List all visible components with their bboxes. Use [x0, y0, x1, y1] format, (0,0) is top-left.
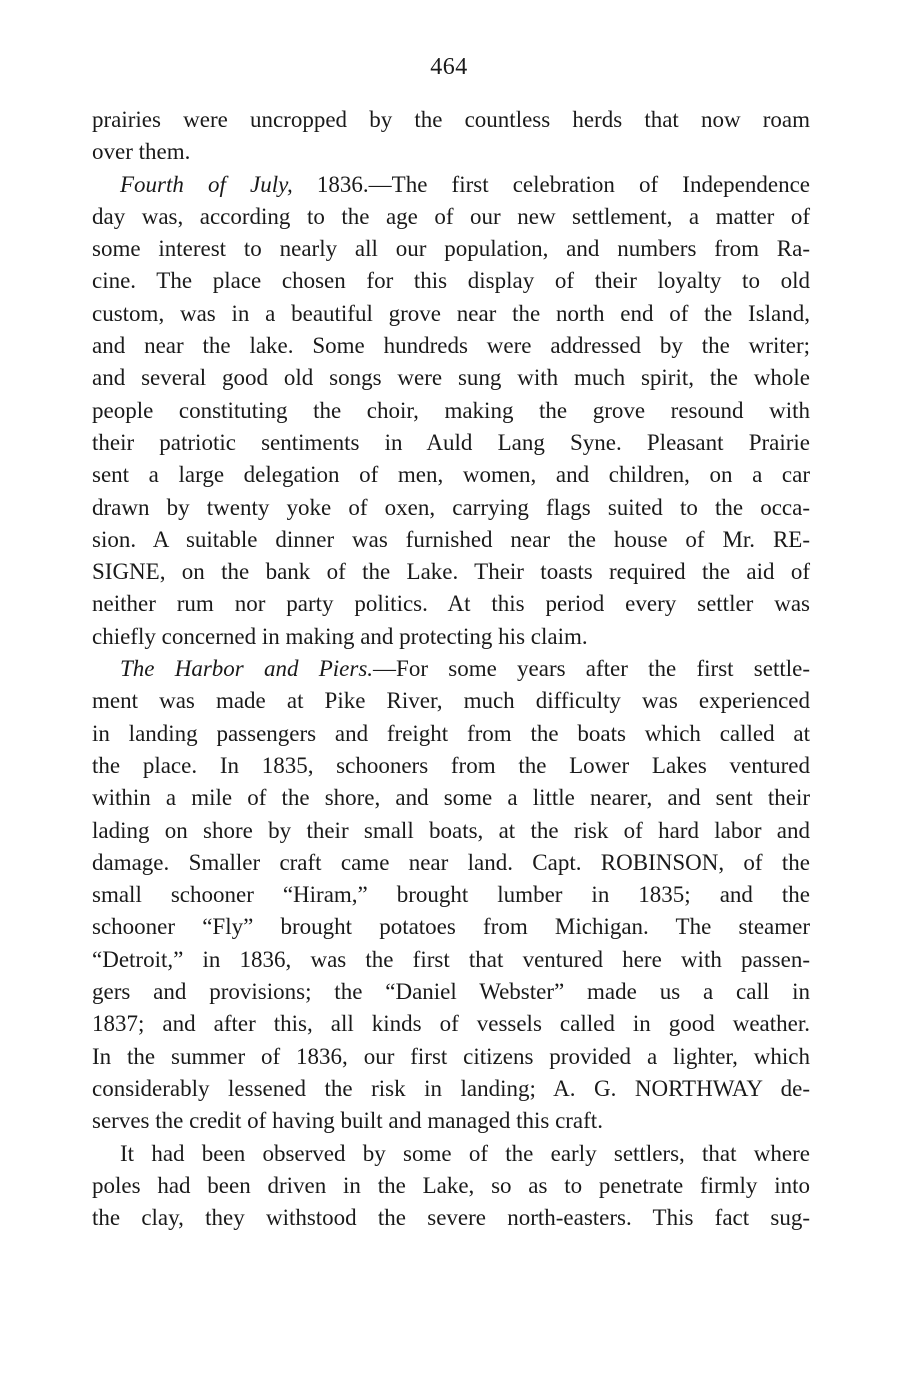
text-line: ment was made at Pike River, much difficulty was experienced: [92, 688, 810, 714]
text-line: poles had been driven in the Lake, so as to penetrate firmly into: [92, 1172, 810, 1198]
paragraph-prairies: [92, 104, 810, 169]
text-line: their patriotic sentiments in Auld Lang Syne. Pleasant Prairie: [92, 429, 810, 455]
text-line: damage. Smaller craft came near land. Capt. ROBINSON, of the: [92, 849, 810, 875]
text-line: and near the lake. Some hundreds were addressed by the writer;: [92, 333, 810, 359]
paragraph-fourth-of-july: [92, 169, 810, 653]
text-line: over them.: [92, 139, 191, 165]
text-line: It had been observed by some of the early settlers, that where: [120, 1140, 810, 1166]
text-line: cine. The place chosen for this display of their loyalty to old: [92, 268, 810, 294]
text-line: [92, 169, 810, 201]
text-line: custom, was in a beautiful grove near the north end of the Island,: [92, 300, 810, 326]
text-line: in landing passengers and freight from the boats which called at: [92, 720, 810, 746]
text-line: some interest to nearly all our population, and numbers from Ra-: [92, 236, 810, 262]
text-line: small schooner “Hiram,” brought lumber in 1835; and the: [92, 882, 810, 908]
text-line: In the summer of 1836, our first citizens provided a lighter, which: [92, 1043, 810, 1069]
text-line: neither rum nor party politics. At this period every settler was: [92, 591, 810, 617]
text-line: drawn by twenty yoke of oxen, carrying flags suited to the occa-: [92, 494, 810, 520]
text-line: day was, according to the age of our new settlement, a matter of: [92, 203, 810, 229]
text-fragment: 1836.—The first celebration of Independence: [292, 171, 810, 197]
page-number: 464: [430, 54, 468, 80]
text-line: serves the credit of having built and managed this craft.: [92, 1108, 603, 1134]
text-line: [92, 653, 810, 685]
text-fragment: —For some years after the first settle-: [373, 656, 811, 682]
text-line: chiefly concerned in making and protecting his claim.: [92, 623, 588, 649]
text-line: schooner “Fly” brought potatoes from Michigan. The steamer: [92, 914, 810, 940]
text-line: gers and provisions; the “Daniel Webster” made us a call in: [92, 979, 810, 1005]
text-line: people constituting the choir, making the grove resound with: [92, 397, 810, 423]
paragraph-poles: [92, 1138, 810, 1235]
section-heading-harbor-and-piers: The Harbor and Piers.: [120, 656, 374, 682]
text-line: the place. In 1835, schooners from the Lower Lakes ventured: [92, 752, 810, 778]
text-line: SIGNE, on the bank of the Lake. Their toasts required the aid of: [92, 559, 810, 585]
text-line: prairies were uncropped by the countless herds that now roam: [92, 107, 810, 132]
text-line: “Detroit,” in 1836, was the first that ventured here with passen-: [92, 946, 810, 972]
body-text: [92, 104, 810, 1234]
text-line: the clay, they withstood the severe north-easters. This fact sug-: [92, 1205, 810, 1231]
paragraph-harbor-and-piers: [92, 653, 810, 1137]
text-line: within a mile of the shore, and some a little nearer, and sent their: [92, 785, 810, 811]
text-line: sent a large delegation of men, women, and children, on a car: [92, 462, 810, 488]
text-line: lading on shore by their small boats, at the risk of hard labor and: [92, 817, 810, 843]
text-line: sion. A suitable dinner was furnished near the house of Mr. RE-: [92, 526, 810, 552]
text-line: considerably lessened the risk in landing; A. G. NORTHWAY de-: [92, 1075, 810, 1101]
text-line: 1837; and after this, all kinds of vessels called in good weather.: [92, 1011, 810, 1037]
text-line: and several good old songs were sung with much spirit, the whole: [92, 365, 810, 391]
section-heading-fourth-of-july: Fourth of July,: [120, 171, 293, 197]
